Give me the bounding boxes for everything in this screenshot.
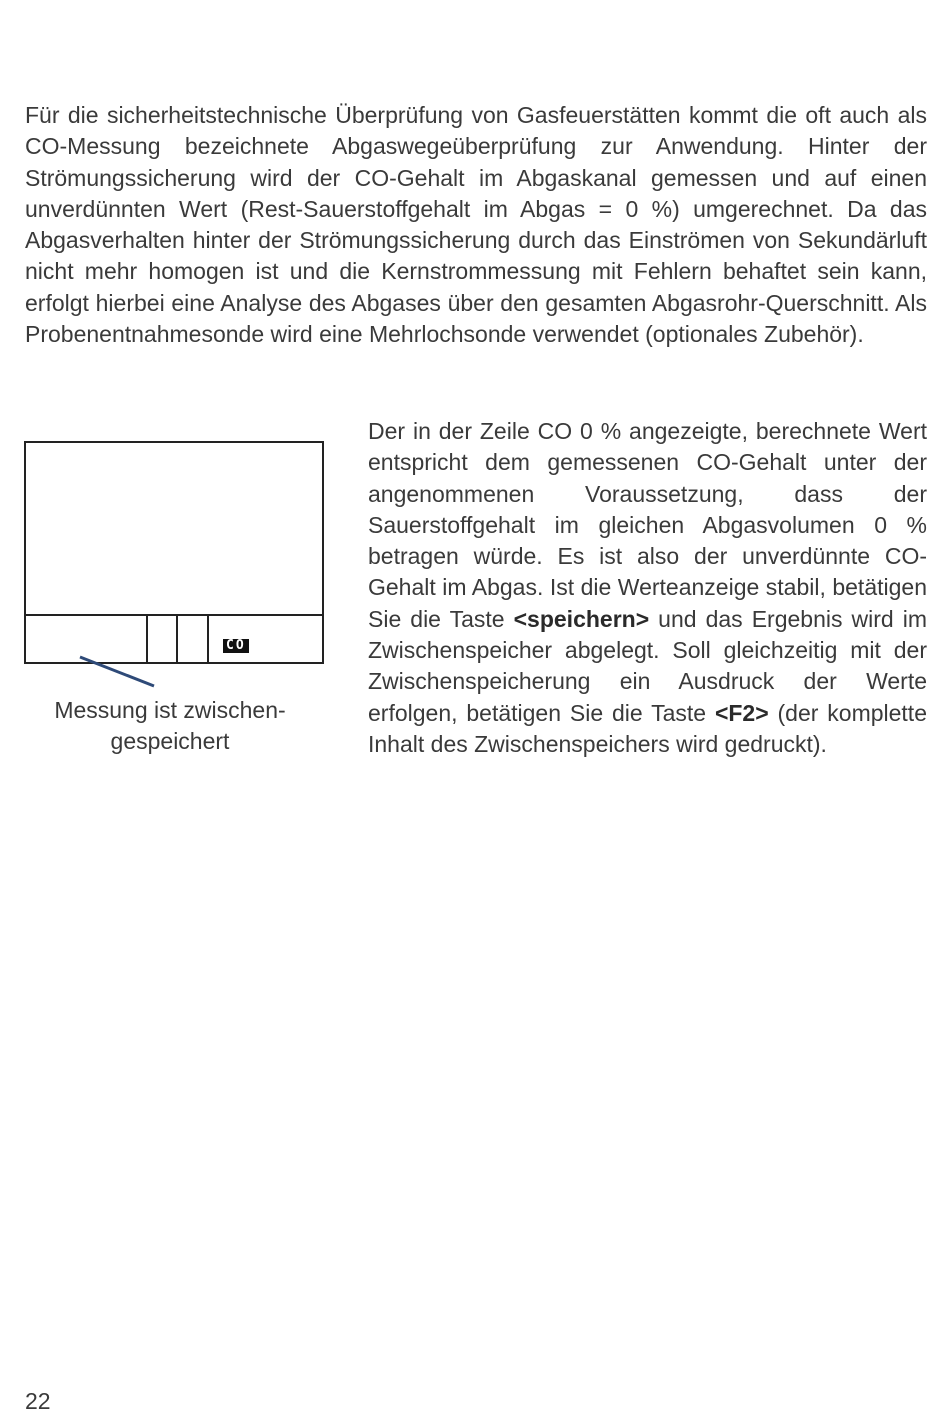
display-screen-area: [26, 443, 322, 616]
key-save-label: <speichern>: [513, 605, 650, 632]
page-number: 22: [25, 1388, 51, 1414]
body-text-part-3: (der komplette Inhalt des Zwischenspeichers wird gedruckt).: [368, 699, 927, 757]
body-text-part-2: und das Ergebnis wird im Zwischenspeicher abgelegt. Soll gleichzeitig mit der Zwischenspeicherung ein Ausdruck der Werte erfolgen, betätigen Sie die Taste: [368, 605, 927, 726]
body-text-part-1: Der in der Zeile CO 0 % angezeigte, berechnete Wert entspricht dem gemessenen CO-Gehalt unter der angenommenen Voraussetzung, dass der Sauerstoffgehalt im gleichen Abgasvolumen 0 % betragen würde. Es ist also der unverdünnte CO-Gehalt im Abgas. Ist die Werteanzeige stabil, betätigen Sie die Taste: [368, 418, 927, 632]
device-display-diagram: [24, 441, 324, 664]
co-saved-badge: CO: [223, 639, 249, 653]
caption-pointer-line: [78, 654, 158, 690]
display-caption: [20, 695, 320, 757]
status-segment: [178, 616, 209, 662]
key-print-label: <F2>: [714, 699, 769, 726]
intro-paragraph: Für die sicherheitstechnische Überprüfung von Gasfeuerstätten kommt die oft auch als CO-Messung bezeichnete Abgaswegeüberprüfung zur Anwendung. Hinter der Strömungssicherung wird der CO-Gehalt im Abgaskanal gemessen und auf einen unverdünnten Wert (Rest-Sauerstoffgehalt im Abgas = 0 %) umgerechnet. Da das Abgasverhalten hinter der Strömungssicherung durch das Einströmen von Sekundärluft nicht mehr homogen ist und die Kernstrommessung mit Fehlern behaftet sein kann, erfolgt hierbei eine Analyse des Abgases über den gesamten Abgasrohr-Querschnitt. Als Probenentnahmesonde wird eine Mehrlochsonde verwendet (optionales Zubehör).: [25, 102, 927, 348]
caption-line-1: Messung ist zwischen-: [54, 697, 286, 723]
caption-line-2: gespeichert: [110, 728, 230, 754]
body-paragraph: [368, 416, 927, 760]
display-status-bar: [26, 616, 322, 662]
